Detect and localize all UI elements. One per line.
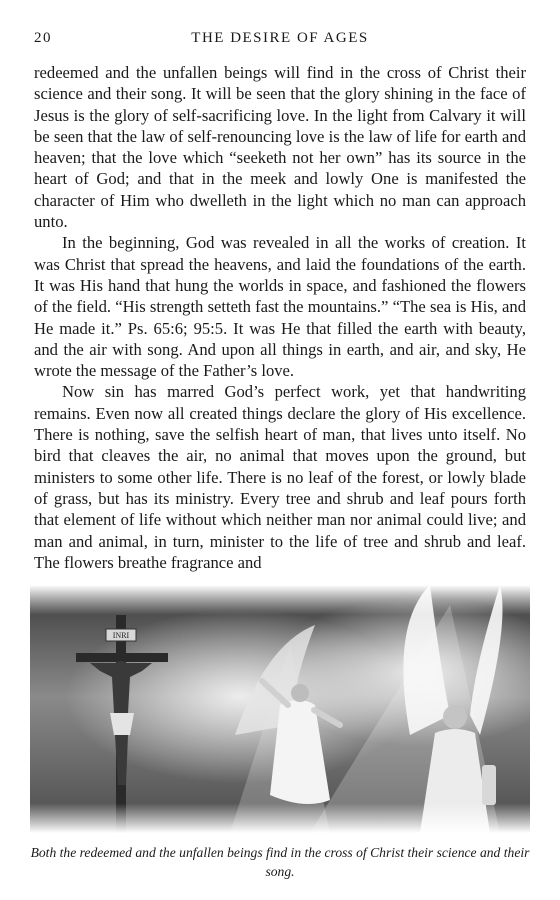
running-head	[34, 30, 526, 52]
paragraph: In the beginning, God was revealed in all the works of creation. It was Christ that spread the heavens, and laid the foundations of the earth. It was His hand that hung the worlds in space, and fashioned the flowers of the field. “His strength setteth fast the mountains.” “The sea is His, and He made it.” Ps. 65:6; 95:5. It was He that filled the earth with beauty, and the air with song. And upon all things in earth, and air, and sky, He wrote the message of the Father’s love.	[34, 233, 526, 381]
book-title: THE DESIRE OF AGES	[191, 30, 369, 46]
paragraph: redeemed and the unfallen beings will find in the cross of Christ their science and their song. It will be seen that the glory shining in the face of Jesus is the glory of self-sacrificing love. In the light from Calvary it will be seen that the law of self-renouncing love is the law of life for earth and heaven; that the love which “seeketh not her own” has its source in the heart of God; and that in the meek and lowly One is manifested the character of Him who dwelleth in the light which no man can approach unto.	[34, 63, 526, 232]
body-text	[34, 62, 526, 573]
crucifixion-illustration	[30, 585, 530, 833]
illustration-caption: Both the redeemed and the unfallen beings find in the cross of Christ their science and their song.	[30, 845, 530, 879]
paragraph: Now sin has marred God’s perfect work, yet that handwriting remains. Even now all created things declare the glory of His excellence. There is nothing, save the selfish heart of man, that lives unto itself. No bird that cleaves the air, no animal that moves upon the ground, but ministers to some other life. There is no leaf of the forest, or lowly blade of grass, but has its ministry. Every tree and shrub and leaf pours forth that element of life without which neither man nor animal could live; and man and animal, in turn, minister to the life of tree and shrub and leaf. The flowers breathe fragrance and	[34, 382, 526, 572]
illustration-drawing	[30, 585, 530, 833]
page-number: 20	[34, 30, 52, 46]
